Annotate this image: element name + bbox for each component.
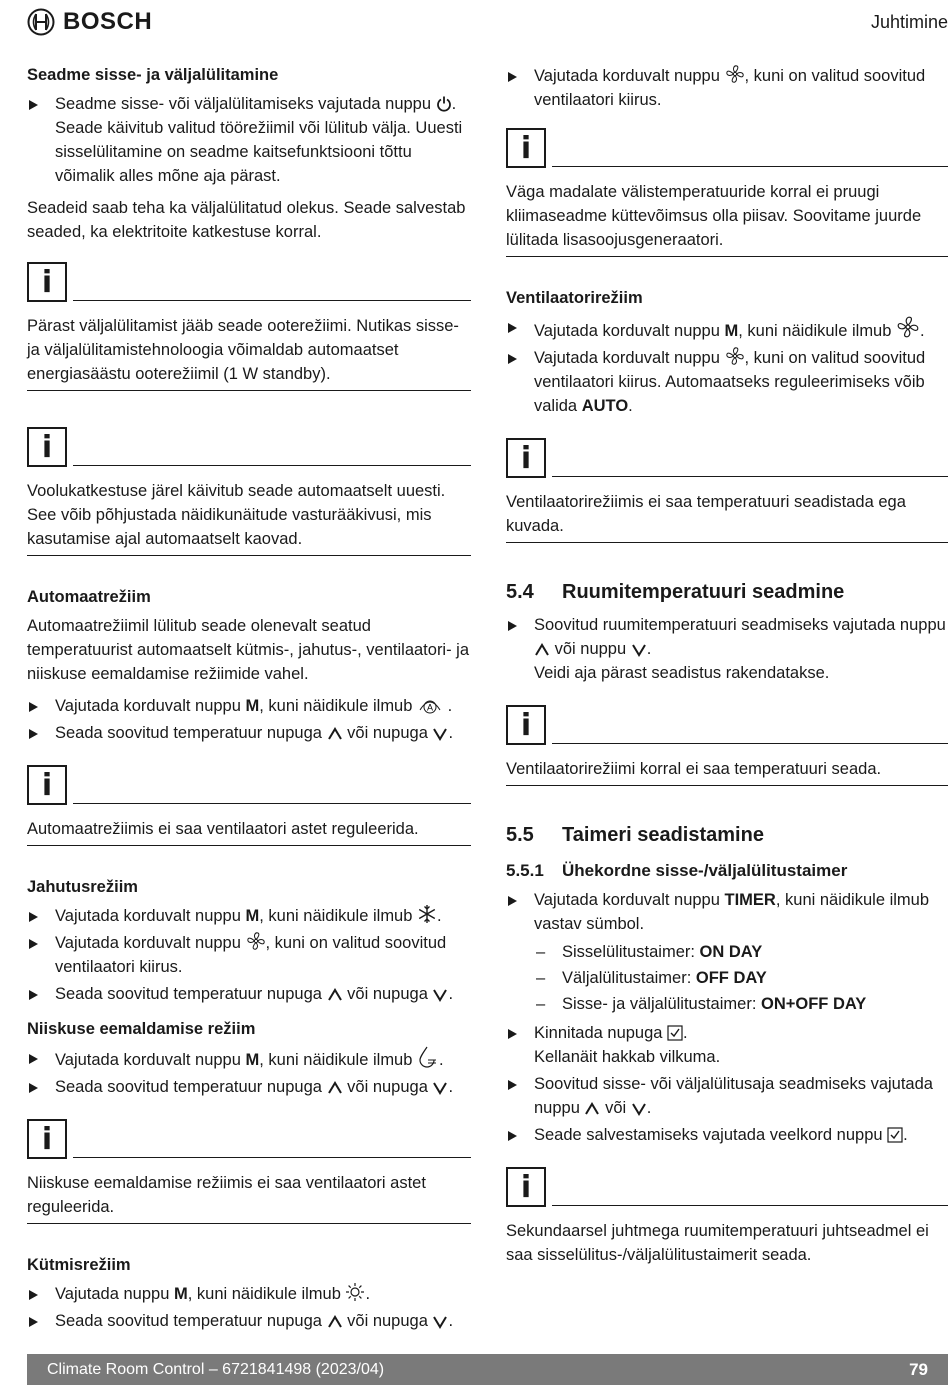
list-item: Vajutada korduvalt nuppu , kuni on valitud soovitud ventilaatori kiirus. Automaatseks reguleerimiseks võib valida AUTO. xyxy=(506,346,948,418)
note-text: Ventilaatorirežiimis ei saa temperatuuri seadistada ega kuvada. xyxy=(506,490,948,543)
note-text: Sekundaarsel juhtmega ruumitemperatuuri juhtseadmel ei saa sisselülitus-/väljalülitustaimerit seada. xyxy=(506,1222,929,1264)
chevron-down-icon xyxy=(432,1081,448,1095)
temp-steps xyxy=(506,613,948,685)
list-item: Kinnitada nupuga . Kellanäit hakkab vilkuma. xyxy=(506,1021,948,1069)
list-item: Vajutada korduvalt nuppu M, kuni näidikule ilmub A . xyxy=(27,694,471,718)
list-item: Vajutada korduvalt nuppu M, kuni näidikule ilmub . xyxy=(506,315,948,343)
chevron-up-icon xyxy=(327,727,343,741)
auto-mode-icon xyxy=(417,696,443,714)
heading-fan: Ventilaatorirežiim xyxy=(506,289,643,307)
heat-steps xyxy=(27,1282,471,1333)
info-icon: i xyxy=(27,262,67,302)
right-column xyxy=(506,64,948,1271)
document-reference: Climate Room Control – 6721841498 (2023/04) xyxy=(47,1360,385,1378)
page-footer xyxy=(27,1354,948,1385)
timer-steps xyxy=(506,888,948,936)
list-item: Seada soovitud temperatuur nupuga või nupuga . xyxy=(27,721,471,745)
section-5-5-1-heading: 5.5.1 Ühekordne sisse-/väljalülitustaimer xyxy=(506,861,848,880)
timer-steps-continued xyxy=(506,1021,948,1147)
power-icon xyxy=(436,95,452,112)
section-title: Juhtimine xyxy=(870,12,948,32)
chevron-down-icon xyxy=(432,727,448,741)
list-item: Vajutada korduvalt nuppu , kuni on valitud soovitud ventilaatori kiirus. xyxy=(27,931,471,979)
confirm-checkbox-icon xyxy=(887,1127,903,1143)
list-item: Seadme sisse- või väljalülitamiseks vajutada nuppu . Seade käivitub valitud töörežiimil või lülitub välja. Uuesti sisselülitamine on seadme kaitsefunktsiooni tõttu võimalik alles mõne aja pärast. xyxy=(27,92,471,188)
heading-auto: Automaatrežiim xyxy=(27,588,151,606)
info-note xyxy=(27,1119,471,1224)
info-note xyxy=(506,705,948,786)
snowflake-icon xyxy=(417,904,437,924)
note-text: Pärast väljalülitamist jääb seade ooterežiimi. Nutikas sisse- ja väljalülitamistehnoloogia võimaldab automaatset energiasäästu ooterežiimil (1 W standby). xyxy=(27,314,471,391)
list-item: Vajutada korduvalt nuppu M, kuni näidikule ilmub . xyxy=(27,904,471,928)
list-item: – Sisselülitustaimer: ON DAY xyxy=(536,943,763,961)
fan-speed-icon xyxy=(725,64,745,84)
section-5-5-heading: 5.5 Taimeri seadistamine xyxy=(506,824,764,846)
section-5-4-heading: 5.4 Ruumitemperatuuri seadmine xyxy=(506,581,845,603)
list-item: Vajutada nuppu M, kuni näidikule ilmub . xyxy=(27,1282,471,1306)
chevron-up-icon xyxy=(584,1102,600,1116)
note-text: Automaatrežiimis ei saa ventilaatori astet reguleerida. xyxy=(27,817,471,846)
heading-heat: Kütmisrežiim xyxy=(27,1256,131,1274)
fan-speed-icon xyxy=(246,931,266,951)
chevron-down-icon xyxy=(631,643,647,657)
fan-speed-icon xyxy=(725,346,745,366)
info-icon: i xyxy=(506,128,546,168)
info-note xyxy=(27,262,471,391)
chevron-down-icon xyxy=(432,1315,448,1329)
info-note xyxy=(506,438,948,543)
chevron-up-icon xyxy=(327,988,343,1002)
list-item: Soovitud ruumitemperatuuri seadmiseks vajutada nuppu või nuppu . Veidi aja pärast seadistus rakendatakse. xyxy=(506,613,948,685)
chevron-down-icon xyxy=(432,988,448,1002)
confirm-checkbox-icon xyxy=(667,1025,683,1041)
fan-speed-steps xyxy=(506,64,948,112)
info-note xyxy=(27,427,471,556)
info-icon: i xyxy=(506,705,546,745)
sun-icon xyxy=(345,1282,365,1302)
info-note xyxy=(27,765,471,846)
page-number: 79 xyxy=(909,1359,928,1379)
info-icon: i xyxy=(27,765,67,805)
note-text: Niiskuse eemaldamise režiimis ei saa ventilaatori astet reguleerida. xyxy=(27,1171,471,1224)
chevron-up-icon xyxy=(327,1315,343,1329)
brand-name: BOSCH xyxy=(63,8,153,35)
svg-text:A: A xyxy=(427,702,434,713)
bosch-logo xyxy=(27,8,152,36)
chevron-up-icon xyxy=(534,643,550,657)
note-text: Voolukatkestuse järel käivitub seade automaatselt uuesti. See võib põhjustada näidikunäitude vasturääkivusi, mis kasutamise ajal automaatselt kaovad. xyxy=(27,479,471,556)
info-icon: i xyxy=(506,1167,546,1207)
cool-steps xyxy=(27,904,471,1006)
list-item: Soovitud sisse- või väljalülitusaja seadmiseks vajutada nuppu või . xyxy=(506,1072,948,1120)
timer-options xyxy=(506,939,948,1017)
dry-steps xyxy=(27,1046,471,1099)
onoff-steps xyxy=(27,92,471,188)
list-item: – Väljalülitustaimer: OFF DAY xyxy=(536,969,767,987)
list-item: Vajutada korduvalt nuppu , kuni on valitud soovitud ventilaatori kiirus. xyxy=(506,64,948,112)
bosch-armature-icon xyxy=(27,8,55,36)
list-item: Seada soovitud temperatuur nupuga või nupuga . xyxy=(27,1309,471,1333)
heading-onoff: Seadme sisse- ja väljalülitamine xyxy=(27,66,279,84)
heading-dry: Niiskuse eemaldamise režiim xyxy=(27,1020,256,1038)
fan-steps xyxy=(506,315,948,418)
onoff-paragraph: Seadeid saab teha ka väljalülitatud olekus. Seade salvestab seaded, ka elektritoite katkestuse korral. xyxy=(27,199,466,241)
chevron-up-icon xyxy=(327,1081,343,1095)
list-item: Vajutada korduvalt nuppu M, kuni näidikule ilmub . xyxy=(27,1046,471,1072)
fan-icon xyxy=(896,315,920,339)
note-text: Väga madalate välistemperatuuride korral ei pruugi kliimaseadme küttevõimsus olla piisav. Soovitame juurde lülitada lisasoojusgeneraatori. xyxy=(506,180,948,257)
heading-cool: Jahutusrežiim xyxy=(27,878,138,896)
auto-paragraph: Automaatrežiimil lülitub seade olenevalt seatud temperatuurist automaatselt kütmis-, jahutus-, ventilaatori- ja niiskuse eemaldamise režiimide vahel. xyxy=(27,617,470,683)
list-item: Seada soovitud temperatuur nupuga või nupuga . xyxy=(27,1075,471,1099)
info-icon: i xyxy=(506,438,546,478)
note-text: Ventilaatorirežiimi korral ei saa temperatuuri seada. xyxy=(506,757,948,786)
list-item: – Sisse- ja väljalülitustaimer: ON+OFF DAY xyxy=(536,995,867,1013)
list-item: Seada soovitud temperatuur nupuga või nupuga . xyxy=(27,982,471,1006)
droplet-icon xyxy=(417,1046,439,1068)
list-item: Vajutada korduvalt nuppu TIMER, kuni näidikule ilmub vastav sümbol. xyxy=(506,888,948,936)
info-note xyxy=(506,128,948,257)
auto-steps xyxy=(27,694,471,745)
left-column xyxy=(27,64,471,1341)
info-icon: i xyxy=(27,427,67,467)
chevron-down-icon xyxy=(631,1102,647,1116)
info-icon: i xyxy=(27,1119,67,1159)
list-item: Seade salvestamiseks vajutada veelkord nuppu . xyxy=(506,1123,948,1147)
info-note xyxy=(506,1167,948,1271)
